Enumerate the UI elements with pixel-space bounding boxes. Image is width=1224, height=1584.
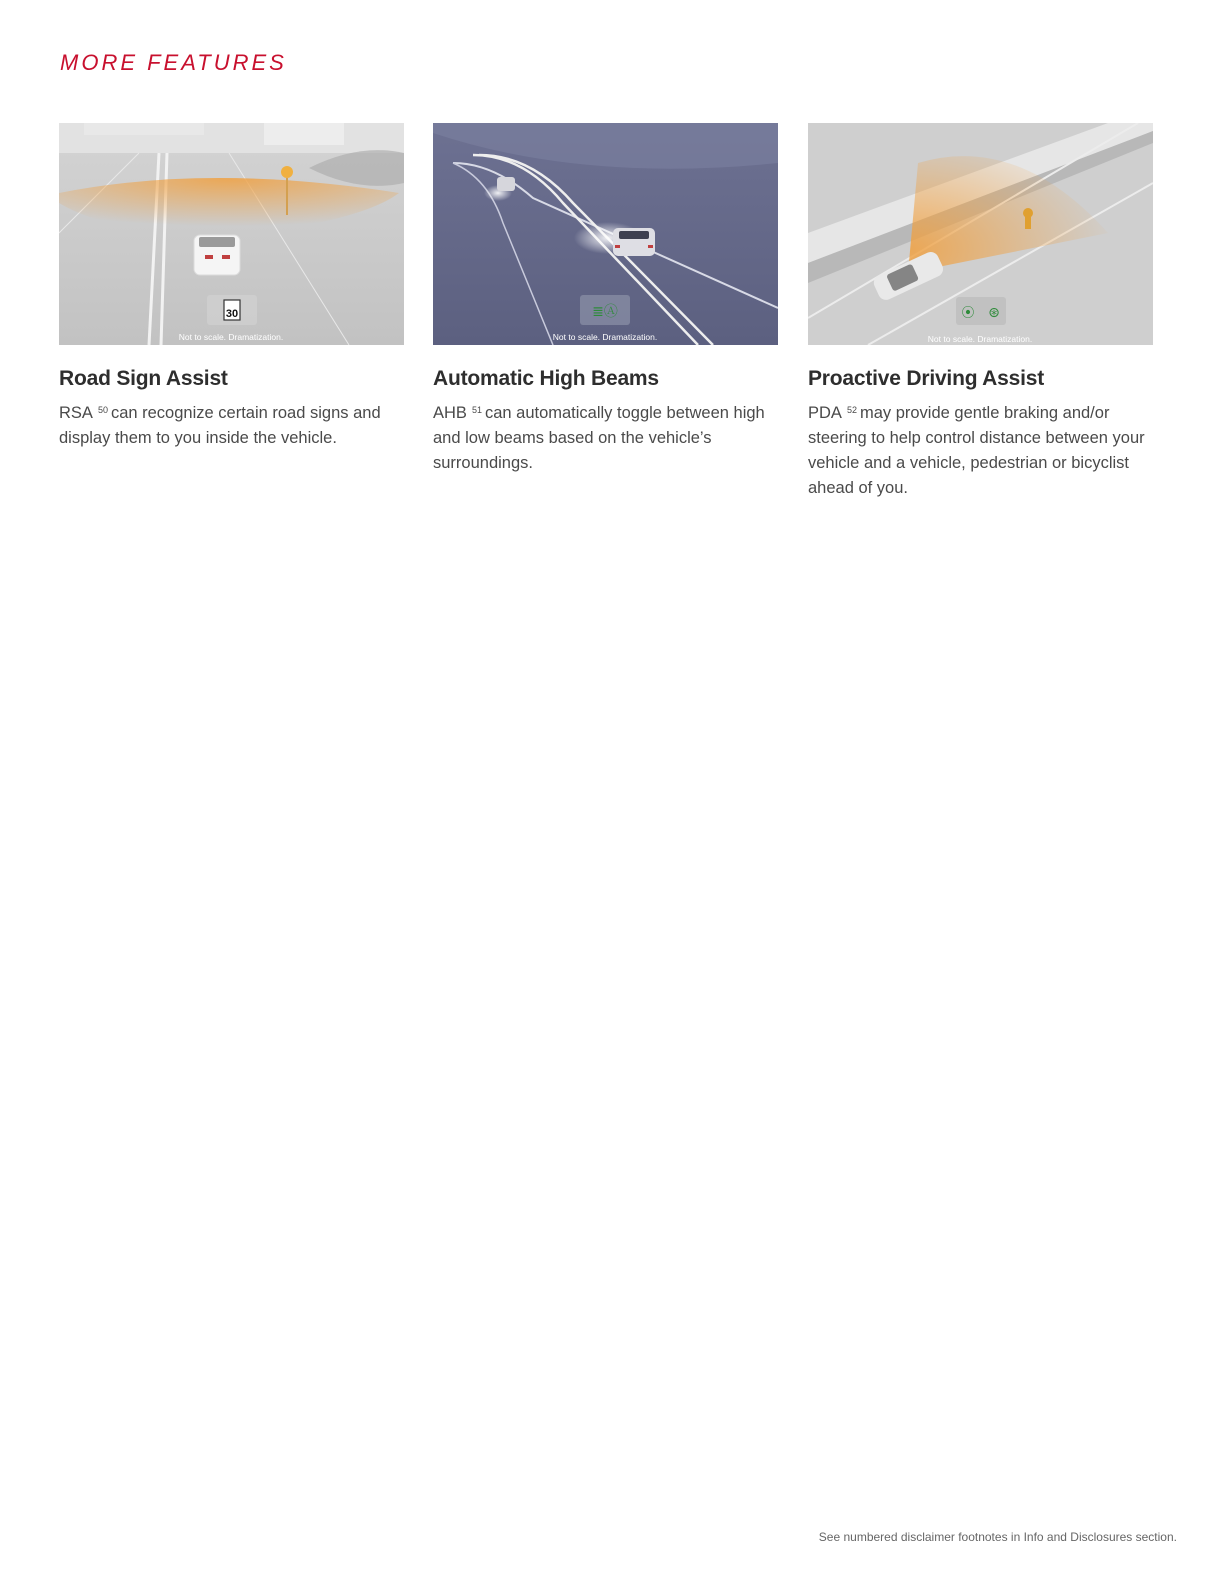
image-caption: Not to scale. Dramatization. (552, 332, 658, 342)
feature-card-proactive-driving-assist (808, 123, 1153, 501)
feature-card-road-sign-assist (59, 123, 404, 451)
feature-abbr: PDA (808, 404, 842, 422)
image-caption: Not to scale. Dramatization. (927, 334, 1033, 344)
automatic-high-beams-image (433, 123, 778, 345)
road-sign-assist-image (59, 123, 404, 345)
proactive-driving-assist-image (808, 123, 1153, 345)
feature-description (433, 401, 778, 476)
footnote-ref: 50 (97, 405, 108, 415)
feature-title: Road Sign Assist (59, 367, 228, 390)
feature-text: may provide gentle braking and/or steering to help control distance between your vehicle and a vehicle, pedestrian or bicyclist ahead of you. (808, 404, 1145, 497)
feature-title: Automatic High Beams (433, 367, 659, 390)
footnote-ref: 51 (471, 405, 482, 415)
feature-abbr: AHB (433, 404, 467, 422)
feature-text: can automatically toggle between high and low beams based on the vehicle’s surroundings. (433, 404, 765, 472)
feature-description (59, 401, 404, 451)
auto-high-beam-indicator-icon: ≣Ⓐ (592, 304, 618, 320)
image-caption: Not to scale. Dramatization. (178, 332, 284, 342)
footnote-ref: 52 (846, 405, 857, 415)
pda-indicator-icon: ⦿ (961, 306, 975, 321)
feature-title: Proactive Driving Assist (808, 367, 1045, 390)
feature-description (808, 401, 1153, 501)
speed-sign-value: 30 (225, 308, 239, 320)
feature-card-automatic-high-beams (433, 123, 778, 476)
steering-wheel-icon: ⊛ (988, 305, 1000, 321)
feature-abbr: RSA (59, 404, 93, 422)
disclaimer-footnote: See numbered disclaimer footnotes in Info and Disclosures section. (818, 1530, 1177, 1544)
feature-text: can recognize certain road signs and display them to you inside the vehicle. (59, 404, 381, 447)
section-title: MORE FEATURES (60, 50, 287, 75)
